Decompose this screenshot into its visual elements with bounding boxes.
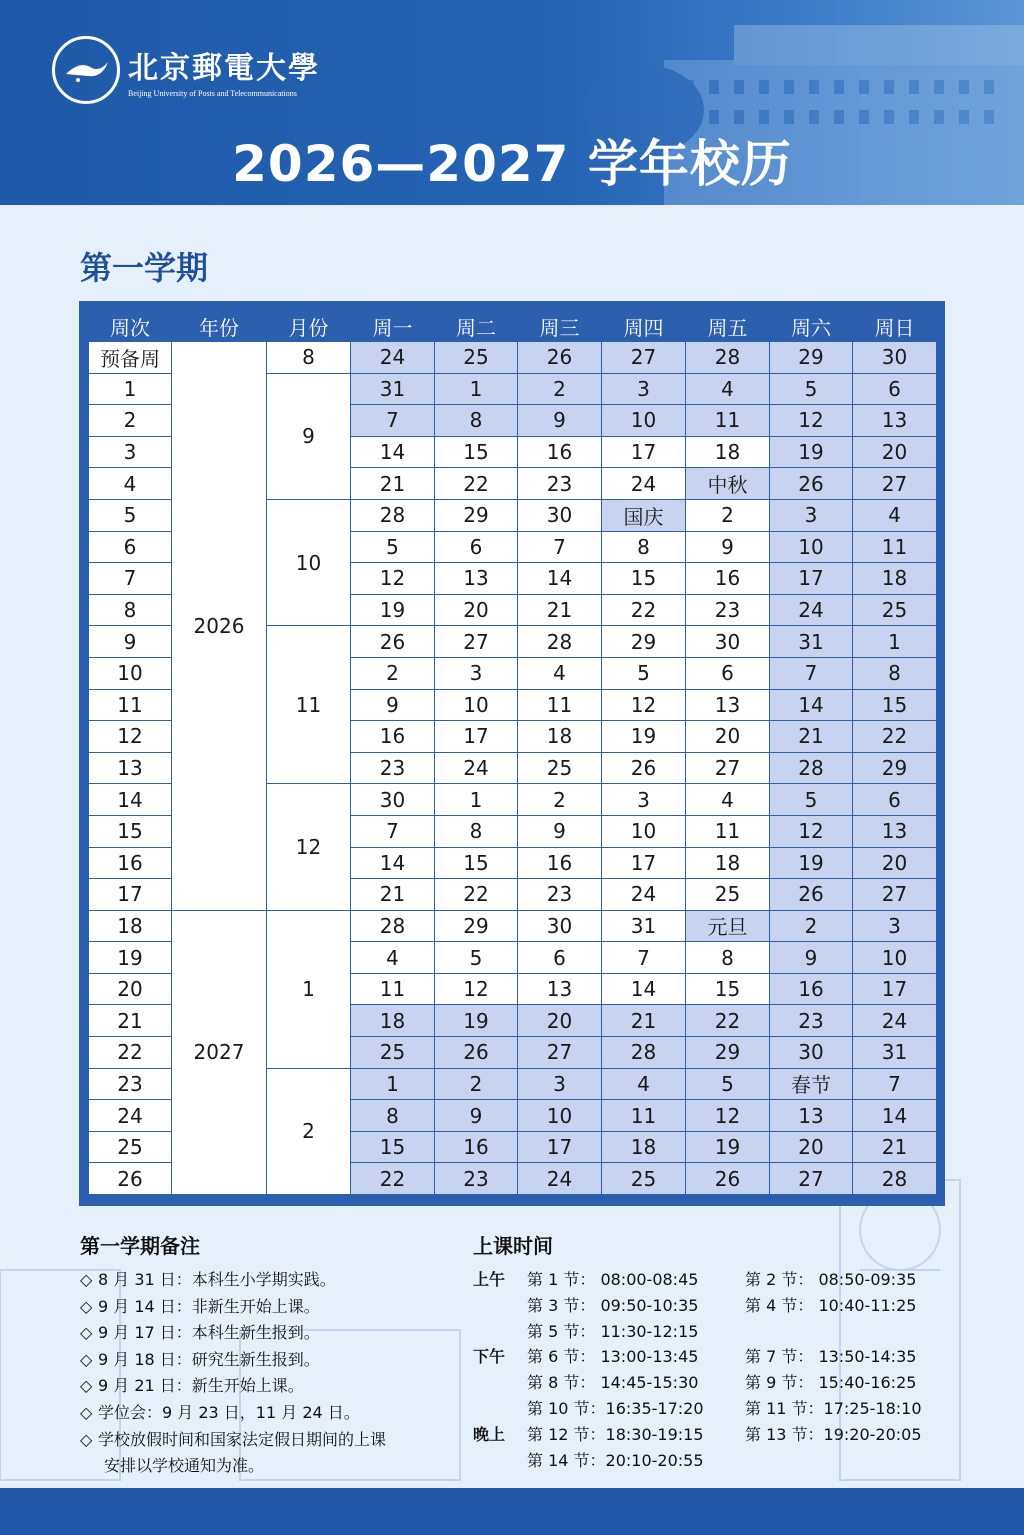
day-cell: 18 [351,1005,435,1037]
day-cell: 19 [602,721,686,753]
day-cell: 8 [435,815,518,847]
diamond-bullet-icon: ◇ [80,1376,93,1396]
day-cell: 24 [435,752,518,784]
day-cell: 26 [686,1163,770,1195]
day-cell: 8 [686,942,770,974]
day-cell: 22 [686,1005,770,1037]
day-cell: 30 [518,910,602,942]
day-cell: 8 [602,531,686,563]
day-cell: 22 [435,468,518,500]
day-cell: 7 [518,531,602,563]
week-number-cell: 15 [89,815,172,847]
day-cell: 17 [853,973,937,1005]
week-number-cell: 25 [89,1131,172,1163]
week-number-cell: 13 [89,752,172,784]
day-cell: 20 [686,721,770,753]
day-cell: 26 [770,468,853,500]
day-cell: 16 [686,563,770,595]
week-number-cell: 预备周 [89,342,172,374]
note-item: ◇ 9 月 17 日：本科生新生报到。 [80,1320,460,1347]
column-header: 周三 [518,312,602,342]
day-cell: 13 [518,973,602,1005]
day-cell: 中秋 [686,468,770,500]
day-cell: 20 [853,436,937,468]
day-cell: 11 [686,815,770,847]
day-cell: 18 [518,721,602,753]
class-time: 第 12 节：18:30-19:15 [527,1424,704,1444]
day-cell: 17 [518,1131,602,1163]
class-time: 第 2 节： 08:50-09:35 [745,1270,917,1289]
column-header: 周四 [602,312,686,342]
day-cell: 12 [602,689,686,721]
day-cell: 9 [518,405,602,437]
day-cell: 7 [770,657,853,689]
class-time: 第 4 节： 10:40-11:25 [745,1295,917,1315]
day-cell: 22 [602,594,686,626]
column-header: 周六 [770,312,853,342]
day-cell: 4 [518,657,602,689]
day-cell: 6 [435,531,518,563]
schedule-row [473,1448,973,1474]
day-cell: 19 [686,1131,770,1163]
day-cell: 4 [351,942,435,974]
day-cell: 19 [435,1005,518,1037]
month-cell: 10 [267,499,351,625]
day-cell: 13 [853,815,937,847]
day-cell: 12 [770,815,853,847]
week-number-cell: 3 [89,436,172,468]
day-cell: 29 [853,752,937,784]
day-cell: 25 [853,594,937,626]
class-time: 第 5 节： 11:30-12:15 [527,1321,699,1341]
day-cell: 7 [853,1068,937,1100]
day-cell: 18 [853,563,937,595]
day-cell: 9 [686,531,770,563]
day-cell: 17 [602,436,686,468]
day-cell: 25 [518,752,602,784]
week-number-cell: 14 [89,784,172,816]
day-cell: 1 [435,373,518,405]
day-cell: 2 [518,373,602,405]
day-cell: 30 [853,342,937,374]
day-cell: 12 [686,1100,770,1132]
day-cell: 13 [435,563,518,595]
day-cell: 12 [770,405,853,437]
day-cell: 29 [602,626,686,658]
table-row [89,342,937,374]
day-cell: 30 [351,784,435,816]
column-header: 周次 [89,312,172,342]
university-name-en: Beijing University of Posts and Telecommunications [128,88,297,98]
day-cell: 21 [770,721,853,753]
day-cell: 14 [770,689,853,721]
year-cell: 2027 [172,910,267,1194]
day-cell: 28 [351,499,435,531]
note-item: ◇ 9 月 21 日：新生开始上课。 [80,1373,460,1400]
day-cell: 13 [770,1100,853,1132]
class-time: 第 6 节： 13:00-13:45 [527,1347,699,1367]
day-cell: 25 [686,879,770,911]
schedule-title: 上课时间 [473,1234,553,1258]
day-cell: 23 [518,468,602,500]
day-cell: 10 [853,942,937,974]
year-cell: 2026 [172,342,267,911]
day-cell: 7 [351,815,435,847]
day-cell: 31 [602,910,686,942]
class-time: 第 14 节：20:10-20:55 [527,1450,704,1470]
schedule-row [473,1370,973,1396]
day-cell: 21 [853,1131,937,1163]
university-logo [52,36,320,104]
day-cell: 8 [435,405,518,437]
table-header-row [89,312,937,342]
day-cell: 29 [770,342,853,374]
diamond-bullet-icon: ◇ [80,1270,93,1289]
day-cell: 7 [351,405,435,437]
note-item: ◇ 学位会：9 月 23 日，11 月 24 日。 [80,1400,460,1427]
day-cell: 7 [602,942,686,974]
week-number-cell: 1 [89,373,172,405]
day-cell: 21 [351,879,435,911]
schedule-row [473,1319,973,1345]
day-cell: 28 [351,910,435,942]
day-cell: 11 [351,973,435,1005]
day-cell: 28 [686,342,770,374]
day-cell: 18 [686,847,770,879]
day-cell: 9 [770,942,853,974]
class-time: 第 10 节：16:35-17:20 [527,1398,704,1418]
day-cell: 5 [351,531,435,563]
day-cell: 8 [853,657,937,689]
column-header: 月份 [267,312,351,342]
day-cell: 27 [518,1037,602,1069]
day-cell: 春节 [770,1068,853,1100]
day-cell: 3 [602,784,686,816]
week-number-cell: 5 [89,499,172,531]
day-cell: 26 [770,879,853,911]
university-name-cn: 北京郵電大學 [128,50,320,86]
class-time: 第 8 节： 14:45-15:30 [527,1373,699,1393]
day-cell: 4 [602,1068,686,1100]
diamond-bullet-icon: ◇ [80,1429,93,1449]
day-cell: 4 [686,373,770,405]
day-cell: 16 [435,1131,518,1163]
week-number-cell: 4 [89,468,172,500]
note-item-continued: 安排以学校通知为准。 [104,1456,265,1476]
day-cell: 9 [435,1100,518,1132]
week-number-cell: 19 [89,942,172,974]
day-cell: 15 [853,689,937,721]
column-header: 周五 [686,312,770,342]
footer-bar [0,1488,1024,1535]
day-cell: 27 [435,626,518,658]
day-cell: 17 [770,563,853,595]
day-cell: 11 [853,531,937,563]
diamond-bullet-icon: ◇ [80,1296,93,1316]
week-number-cell: 8 [89,594,172,626]
day-cell: 11 [518,689,602,721]
day-cell: 30 [686,626,770,658]
day-cell: 24 [602,879,686,911]
day-cell: 20 [435,594,518,626]
day-cell: 5 [770,373,853,405]
week-number-cell: 20 [89,973,172,1005]
period-label-morning: 上午 [473,1270,506,1289]
day-cell: 3 [853,910,937,942]
day-cell: 31 [770,626,853,658]
academic-calendar-table [79,301,945,1206]
note-item: ◇ 9 月 14 日：非新生开始上课。 [80,1294,460,1321]
day-cell: 14 [518,563,602,595]
university-emblem-icon [52,36,120,104]
header-banner [0,0,1024,205]
class-time: 第 1 节： 08:00-08:45 [527,1270,699,1289]
day-cell: 19 [770,847,853,879]
day-cell: 3 [518,1068,602,1100]
semester-notes [80,1230,460,1480]
period-label-afternoon: 下午 [473,1347,506,1367]
class-schedule [473,1230,973,1473]
day-cell: 28 [770,752,853,784]
day-cell: 5 [602,657,686,689]
day-cell: 10 [518,1100,602,1132]
day-cell: 26 [518,342,602,374]
day-cell: 13 [686,689,770,721]
day-cell: 11 [686,405,770,437]
schedule-row [473,1267,973,1293]
note-item: ◇ 学校放假时间和国家法定假日期间的上课 [80,1427,460,1454]
day-cell: 2 [686,499,770,531]
day-cell: 13 [853,405,937,437]
month-cell: 12 [267,784,351,910]
day-cell: 10 [602,815,686,847]
day-cell: 8 [351,1100,435,1132]
day-cell: 29 [435,910,518,942]
day-cell: 27 [770,1163,853,1195]
week-number-cell: 26 [89,1163,172,1195]
day-cell: 31 [351,373,435,405]
day-cell: 19 [770,436,853,468]
day-cell: 3 [770,499,853,531]
day-cell: 22 [853,721,937,753]
month-cell: 9 [267,373,351,499]
diamond-bullet-icon: ◇ [80,1349,93,1369]
day-cell: 16 [518,436,602,468]
day-cell: 29 [435,499,518,531]
column-header: 周一 [351,312,435,342]
day-cell: 29 [686,1037,770,1069]
week-number-cell: 18 [89,910,172,942]
day-cell: 17 [602,847,686,879]
day-cell: 14 [853,1100,937,1132]
class-time: 第 9 节： 15:40-16:25 [745,1373,917,1393]
day-cell: 4 [686,784,770,816]
day-cell: 元旦 [686,910,770,942]
day-cell: 20 [853,847,937,879]
day-cell: 30 [518,499,602,531]
day-cell: 14 [351,436,435,468]
week-number-cell: 10 [89,657,172,689]
day-cell: 14 [602,973,686,1005]
schedule-row [473,1344,973,1370]
day-cell: 5 [770,784,853,816]
day-cell: 6 [853,784,937,816]
day-cell: 10 [770,531,853,563]
notes-title: 第一学期备注 [80,1234,200,1258]
note-item: ◇ 9 月 18 日：研究生新生报到。 [80,1347,460,1374]
day-cell: 23 [770,1005,853,1037]
day-cell: 20 [770,1131,853,1163]
day-cell: 6 [518,942,602,974]
week-number-cell: 6 [89,531,172,563]
day-cell: 22 [435,879,518,911]
day-cell: 2 [435,1068,518,1100]
week-number-cell: 21 [89,1005,172,1037]
day-cell: 19 [351,594,435,626]
semester-title: 第一学期 [80,249,209,287]
week-number-cell: 23 [89,1068,172,1100]
column-header: 周日 [853,312,937,342]
day-cell: 2 [770,910,853,942]
day-cell: 15 [602,563,686,595]
column-header: 周二 [435,312,518,342]
day-cell: 10 [602,405,686,437]
week-number-cell: 24 [89,1100,172,1132]
day-cell: 24 [351,342,435,374]
period-label-evening: 晚上 [473,1424,506,1444]
month-cell: 11 [267,626,351,784]
day-cell: 23 [518,879,602,911]
day-cell: 28 [518,626,602,658]
schedule-row [473,1422,973,1448]
day-cell: 30 [770,1037,853,1069]
day-cell: 24 [518,1163,602,1195]
day-cell: 24 [770,594,853,626]
day-cell: 9 [351,689,435,721]
day-cell: 2 [351,657,435,689]
day-cell: 国庆 [602,499,686,531]
day-cell: 21 [351,468,435,500]
class-time: 第 13 节：19:20-20:05 [745,1424,922,1444]
day-cell: 12 [435,973,518,1005]
day-cell: 1 [853,626,937,658]
day-cell: 6 [686,657,770,689]
day-cell: 25 [602,1163,686,1195]
day-cell: 25 [351,1037,435,1069]
week-number-cell: 12 [89,721,172,753]
day-cell: 16 [351,721,435,753]
day-cell: 24 [602,468,686,500]
day-cell: 23 [351,752,435,784]
day-cell: 31 [853,1037,937,1069]
month-cell: 2 [267,1068,351,1194]
diamond-bullet-icon: ◇ [80,1323,93,1343]
day-cell: 18 [686,436,770,468]
diamond-bullet-icon: ◇ [80,1402,93,1422]
day-cell: 26 [602,752,686,784]
day-cell: 15 [686,973,770,1005]
day-cell: 21 [518,594,602,626]
day-cell: 15 [435,847,518,879]
class-time: 第 11 节：17:25-18:10 [745,1398,922,1418]
class-time: 第 3 节： 09:50-10:35 [527,1295,699,1315]
week-number-cell: 9 [89,626,172,658]
day-cell: 2 [518,784,602,816]
day-cell: 22 [351,1163,435,1195]
day-cell: 26 [435,1037,518,1069]
day-cell: 28 [602,1037,686,1069]
day-cell: 23 [435,1163,518,1195]
day-cell: 5 [686,1068,770,1100]
month-cell: 1 [267,910,351,1068]
day-cell: 14 [351,847,435,879]
day-cell: 27 [686,752,770,784]
day-cell: 3 [435,657,518,689]
day-cell: 1 [435,784,518,816]
day-cell: 27 [853,468,937,500]
week-number-cell: 22 [89,1037,172,1069]
column-header: 年份 [172,312,267,342]
day-cell: 17 [435,721,518,753]
day-cell: 16 [770,973,853,1005]
day-cell: 28 [853,1163,937,1195]
day-cell: 23 [686,594,770,626]
day-cell: 11 [602,1100,686,1132]
day-cell: 26 [351,626,435,658]
schedule-row [473,1396,973,1422]
table-row [89,910,937,942]
page-title: 2026—2027 学年校历 [232,135,792,193]
week-number-cell: 2 [89,405,172,437]
week-number-cell: 7 [89,563,172,595]
class-time: 第 7 节： 13:50-14:35 [745,1347,917,1367]
note-item: ◇ 8 月 31 日：本科生小学期实践。 [80,1267,460,1294]
schedule-row [473,1293,973,1319]
month-cell: 8 [267,342,351,374]
day-cell: 1 [351,1068,435,1100]
day-cell: 24 [853,1005,937,1037]
week-number-cell: 17 [89,879,172,911]
day-cell: 10 [435,689,518,721]
day-cell: 12 [351,563,435,595]
day-cell: 4 [853,499,937,531]
week-number-cell: 16 [89,847,172,879]
day-cell: 3 [602,373,686,405]
day-cell: 21 [602,1005,686,1037]
day-cell: 25 [435,342,518,374]
day-cell: 27 [602,342,686,374]
day-cell: 6 [853,373,937,405]
day-cell: 27 [853,879,937,911]
week-number-cell: 11 [89,689,172,721]
day-cell: 5 [435,942,518,974]
day-cell: 15 [435,436,518,468]
day-cell: 15 [351,1131,435,1163]
day-cell: 16 [518,847,602,879]
day-cell: 18 [602,1131,686,1163]
day-cell: 20 [518,1005,602,1037]
day-cell: 9 [518,815,602,847]
